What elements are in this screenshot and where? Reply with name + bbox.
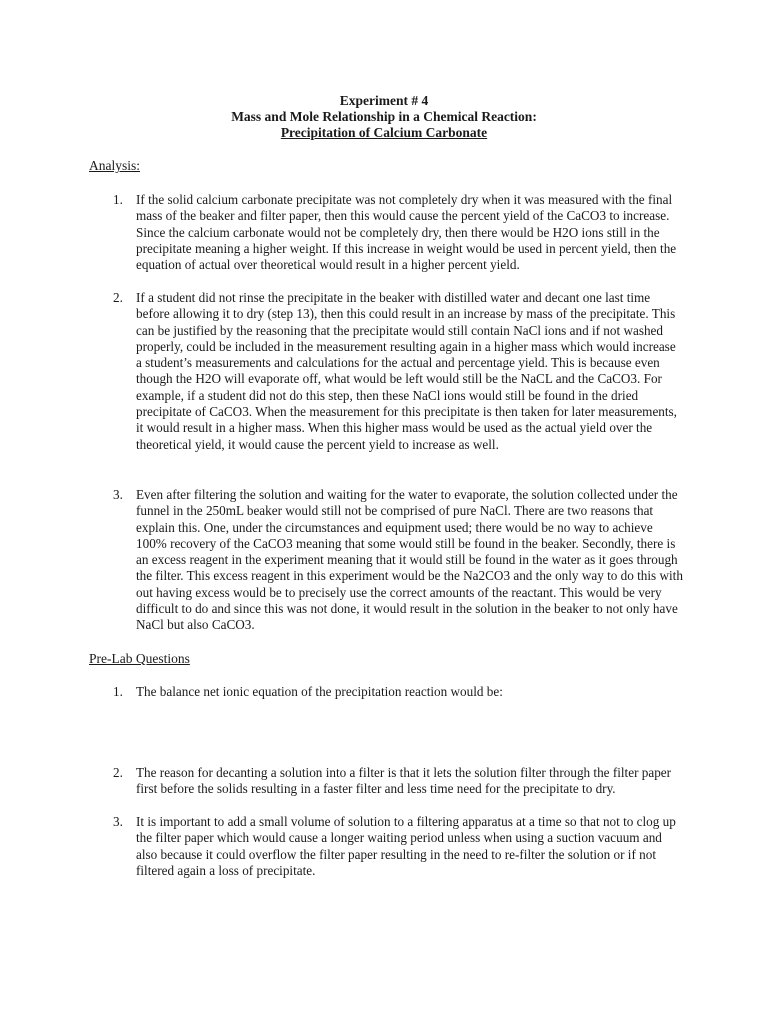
analysis-item-1 xyxy=(113,192,683,273)
prelab-item-2 xyxy=(113,765,683,798)
list-number: 2. xyxy=(113,290,123,305)
experiment-title: Mass and Mole Relationship in a Chemical Reaction: xyxy=(231,109,537,124)
list-number: 1. xyxy=(113,684,123,699)
list-item-text: If a student did not rinse the precipitate in the beaker with distilled water and decant one last time before allowing it to dry (step 13), then this could result in an increase by mass of the precipitate. This can be justified by the reasoning that the precipitate would still contain NaCl ions and if not washed properly, could be included in the measurement resulting again in a higher mass which would increase a student’s measurements and calculations for the actual and percentage yield. This is because even though the H2O will evaporate off, what would be left would still be the NaCL and the CaCO3. For example, if a student did not do this step, then these NaCl ions would still be found in the dried precipitate of CaCO3. When the measurement for this precipitate is then taken for later measurements, it would result in a higher mass. When this higher mass would be used as the actual yield over the theoretical yield, it would cause the percent yield to increase as well. xyxy=(136,290,677,452)
list-item-text: The balance net ionic equation of the precipitation reaction would be: xyxy=(136,684,503,699)
list-number: 2. xyxy=(113,765,123,780)
prelab-item-1 xyxy=(113,684,683,700)
prelab-heading: Pre-Lab Questions xyxy=(89,651,190,666)
document-header xyxy=(0,93,768,141)
experiment-number: Experiment # 4 xyxy=(339,93,429,108)
list-item-text: The reason for decanting a solution into a filter is that it lets the solution filter through the filter paper first before the solids resulting in a faster filter and less time need for the precipitate to dry. xyxy=(136,765,672,797)
analysis-item-2 xyxy=(113,290,683,453)
list-number: 3. xyxy=(113,814,123,829)
prelab-item-3 xyxy=(113,814,683,879)
list-number: 1. xyxy=(113,192,123,207)
analysis-item-3 xyxy=(113,487,683,634)
list-item-text: Even after filtering the solution and waiting for the water to evaporate, the solution collected under the funnel in the 250mL beaker would still not be comprised of pure NaCl. There are two reasons that explain this. One, under the circumstances and equipment used; there would be no way to achieve 100% recovery of the CaCO3 meaning that some would still be found in the beaker. Secondly, there is an excess reagent in the experiment meaning that it would still be found in the water as it goes through the filter. This excess reagent in this experiment would be the Na2CO3 and the only way to do this with out having excess would be to precisely use the correct amounts of the reactant. This would be very difficult to do and since this was not done, it would result in the solution in the beaker to not only have NaCl but also CaCO3. xyxy=(136,487,683,633)
list-number: 3. xyxy=(113,487,123,502)
analysis-heading: Analysis: xyxy=(89,158,141,173)
list-item-text: It is important to add a small volume of solution to a filtering apparatus at a time so that not to clog up the filter paper which would cause a longer waiting period unless when using a suction vacuum and also because it could overflow the filter paper resulting in the need to re-filter the solution or if not filtered again a loss of precipitate. xyxy=(136,814,676,878)
list-item-text: If the solid calcium carbonate precipitate was not completely dry when it was measured with the final mass of the beaker and filter paper, then this would cause the percent yield of the CaCO3 to increase. Since the calcium carbonate would not be completely dry, then there would be H2O ions still in the precipitate meaning a higher weight. If this increase in weight would be used in percent yield, then the equation of actual over theoretical would result in a higher percent yield. xyxy=(136,192,677,273)
experiment-subtitle: Precipitation of Calcium Carbonate xyxy=(280,125,488,140)
